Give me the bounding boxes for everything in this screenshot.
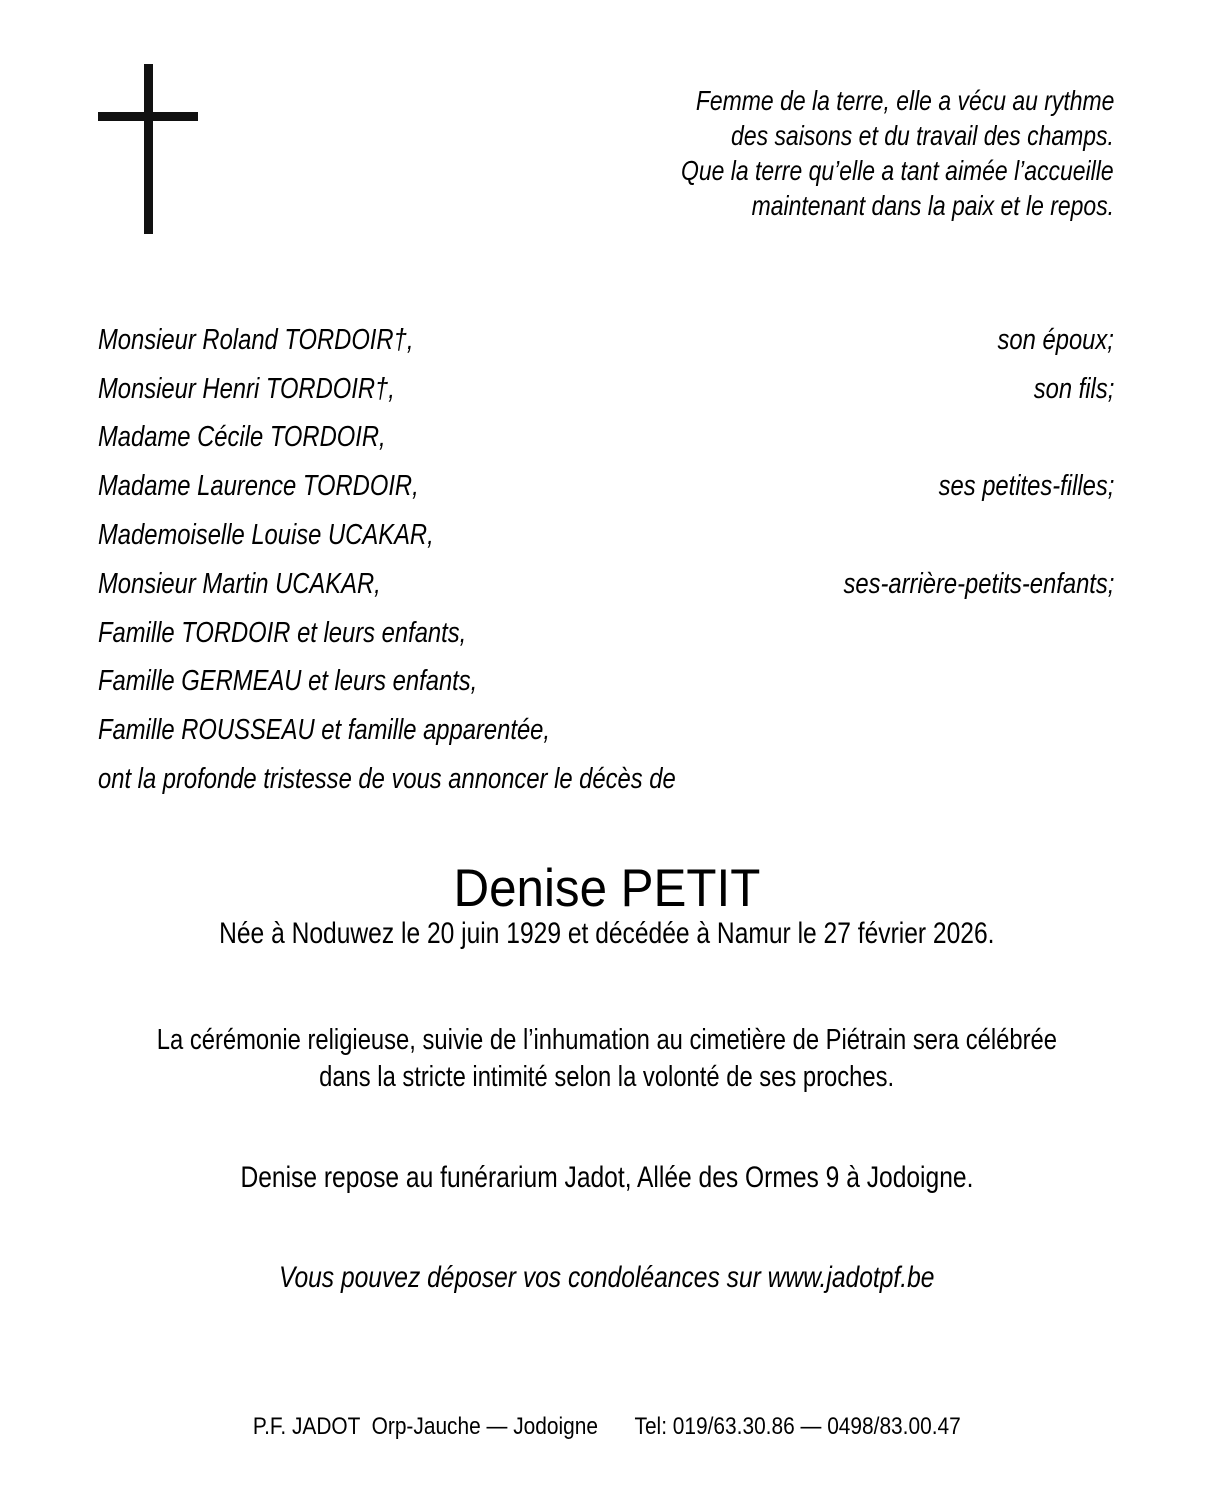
- family-member-name: Monsieur Roland TORDOIR†,: [98, 323, 414, 356]
- family-row: [98, 414, 1114, 463]
- funeral-home-phone: Tel: 019/63.30.86 — 0498/83.00.47: [634, 1413, 961, 1440]
- funeral-home-name: P.F. JADOT Orp-Jauche — Jodoigne: [253, 1413, 599, 1440]
- epitaph-line: maintenant dans la paix et le repos.: [751, 190, 1114, 221]
- cross-horizontal-bar: [98, 112, 198, 121]
- family-member-name: Mademoiselle Louise UCAKAR,: [98, 519, 434, 552]
- family-member-name: Monsieur Henri TORDOIR†,: [98, 372, 395, 405]
- family-member-name: Famille ROUSSEAU et famille apparentée,: [98, 714, 551, 747]
- epitaph-line: Que la terre qu’elle a tant aimée l’accueille: [681, 155, 1114, 186]
- family-relation: ses petites-filles;: [938, 470, 1114, 503]
- repose-notice: [0, 1160, 1214, 1196]
- family-announcement-list: [98, 316, 1114, 804]
- family-member-name: Famille TORDOIR et leurs enfants,: [98, 616, 467, 649]
- cross-vertical-bar: [144, 64, 153, 234]
- family-row: [98, 365, 1114, 414]
- family-row: [98, 658, 1114, 707]
- condolences-notice: [0, 1260, 1214, 1296]
- epitaph-verse: [400, 83, 1114, 223]
- epitaph-line: Femme de la terre, elle a vécu au rythme: [695, 85, 1114, 116]
- family-relation: ses-arrière-petits-enfants;: [843, 567, 1114, 600]
- epitaph-line: des saisons et du travail des champs.: [731, 120, 1114, 151]
- ceremony-notice: [0, 1022, 1214, 1096]
- family-member-name: Madame Laurence TORDOIR,: [98, 470, 419, 503]
- life-dates: [0, 916, 1214, 952]
- ceremony-line: dans la stricte intimité selon la volonté de ses proches.: [319, 1061, 895, 1093]
- life-dates-text: Née à Noduwez le 20 juin 1929 et décédée à Namur le 27 février 2026.: [219, 917, 995, 950]
- deceased-name-heading: [0, 858, 1214, 920]
- family-member-name: Famille GERMEAU et leurs enfants,: [98, 665, 478, 698]
- family-row: [98, 316, 1114, 365]
- family-row: [98, 560, 1114, 609]
- family-row: [98, 706, 1114, 755]
- condolences-text: Vous pouvez déposer vos condoléances sur www.jadotpf.be: [279, 1261, 935, 1294]
- announcement-closing-line: ont la profonde tristesse de vous annoncer le décès de: [98, 763, 676, 796]
- family-row: [98, 609, 1114, 658]
- funeral-home-footer: [0, 1412, 1214, 1442]
- family-relation: son fils;: [1033, 372, 1114, 405]
- family-relation: son époux;: [997, 323, 1114, 356]
- family-row: [98, 511, 1114, 560]
- family-member-name: Madame Cécile TORDOIR,: [98, 421, 386, 454]
- deceased-name: Denise PETIT: [453, 859, 761, 918]
- family-row: [98, 462, 1114, 511]
- ceremony-line: La cérémonie religieuse, suivie de l’inhumation au cimetière de Piétrain sera célébrée: [156, 1024, 1058, 1056]
- family-member-name: Monsieur Martin UCAKAR,: [98, 567, 381, 600]
- repose-text: Denise repose au funérarium Jadot, Allée des Ormes 9 à Jodoigne.: [240, 1161, 974, 1194]
- family-row: [98, 755, 1114, 804]
